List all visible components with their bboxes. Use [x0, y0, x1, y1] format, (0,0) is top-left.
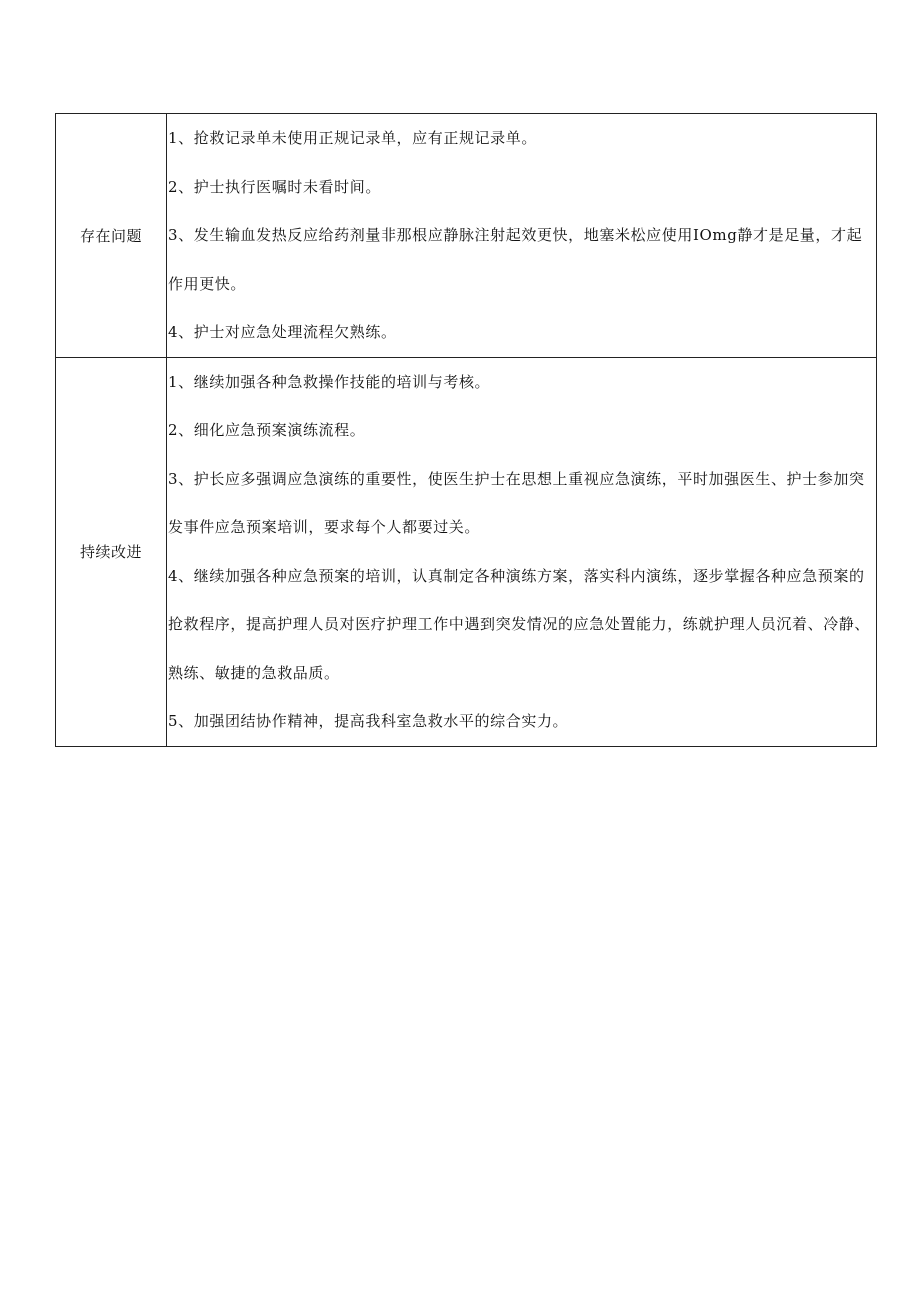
report-table	[55, 113, 877, 747]
section-label-problems: 存在问题	[56, 114, 167, 358]
list-item: 3、发生输血发热反应给药剂量非那根应静脉注射起效更快，地塞米松应使用IOmg静才是足量，才起作用更快。	[168, 226, 863, 293]
list-item: 4、护士对应急处理流程欠熟练。	[168, 323, 397, 341]
list-item: 2、护士执行医嘱时未看时间。	[168, 177, 381, 196]
section-content-problems	[167, 114, 877, 358]
list-item: 1、抢救记录单未使用正规记录单，应有正规记录单。	[168, 129, 537, 147]
list-item: 1、继续加强各种急救操作技能的培训与考核。	[168, 372, 491, 391]
section-label-improvement: 持续改进	[56, 357, 167, 746]
list-item: 2、细化应急预案演练流程。	[168, 421, 366, 439]
list-item: 5、加强团结协作精神，提高我科室急救水平的综合实力。	[168, 712, 569, 730]
list-item: 3、护长应多强调应急演练的重要性，使医生护士在思想上重视应急演练，平时加强医生、护士参加突发事件应急预案培训，要求每个人都要过关。	[168, 469, 865, 536]
list-item: 4、继续加强各种应急预案的培训，认真制定各种演练方案，落实科内演练，逐步掌握各种应急预案的抢救程序，提高护理人员对医疗护理工作中遇到突发情况的应急处置能力，练就护理人员沉着、冷静、熟练、敏捷的急救品质。	[168, 566, 871, 682]
table-row-improvement	[56, 357, 877, 746]
section-content-improvement	[167, 357, 877, 746]
table-row-problems	[56, 114, 877, 358]
